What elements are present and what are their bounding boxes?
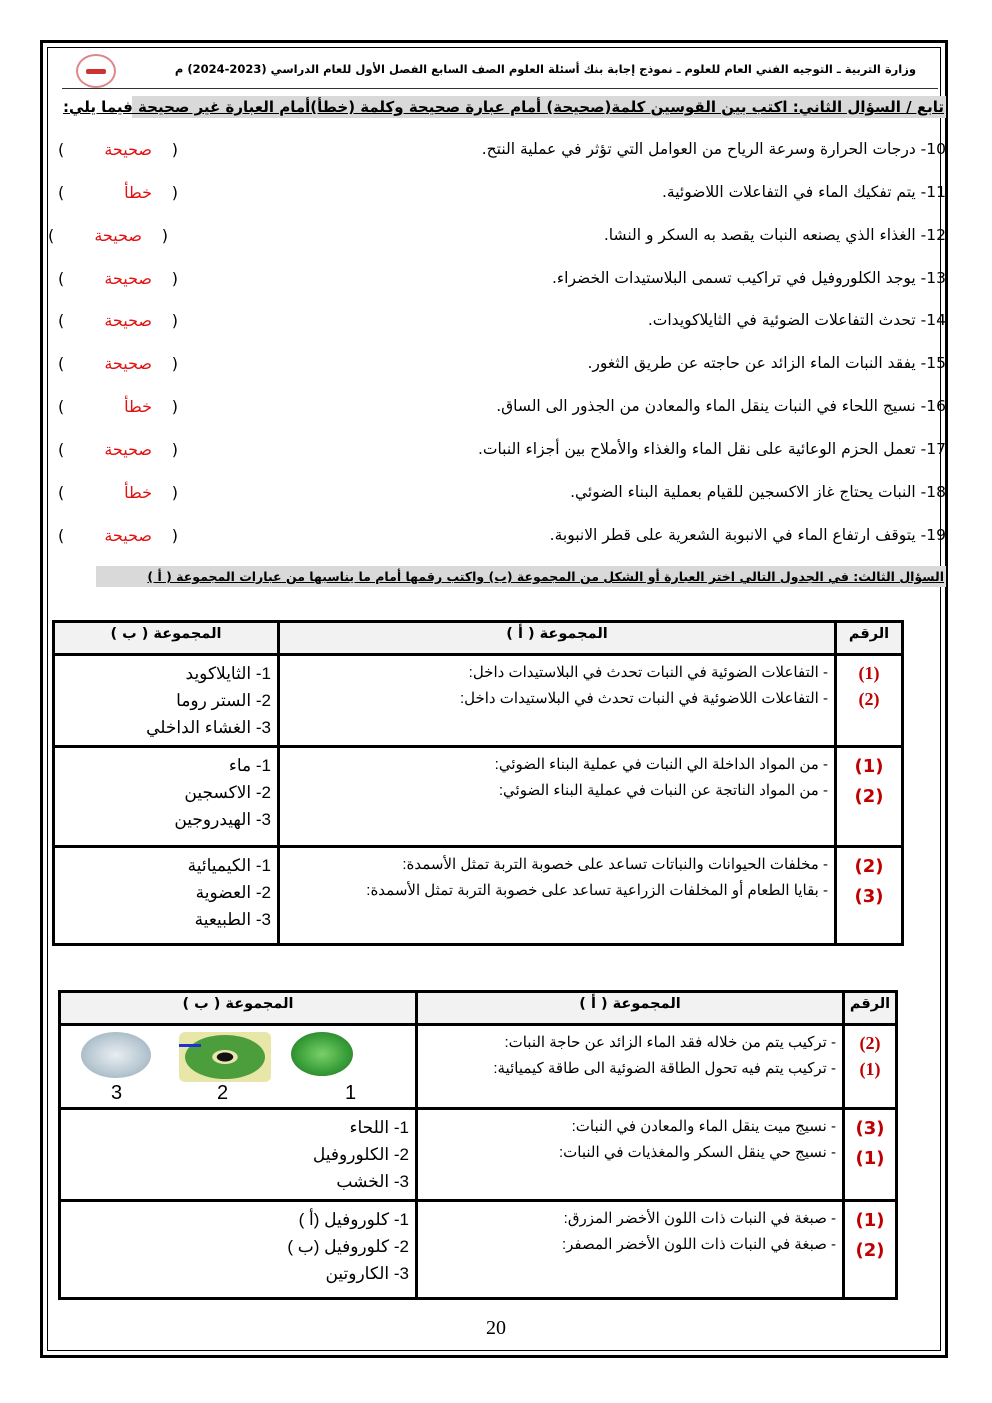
question3-title: السؤال الثالث: في الجدول التالي اختر العبارة أو الشكل من المجموعة (ب) واكتب رقمها أمام ما يناسبها من عبارات المجموعة ( أ ) [96,566,946,587]
group-b-cell [60,1109,417,1201]
image-label-1: 1 [345,1082,357,1104]
open-bracket: ( [171,397,178,416]
group-b-option: 1- الثايلاكويد [185,664,271,683]
group-a-cell [417,1025,844,1109]
group-a-item: - نسيج حي ينقل السكر والمغذيات في النبات: [559,1144,836,1161]
group-b-option: 2- الستر روما [176,691,271,710]
answer-numbers [844,1201,897,1299]
table-header-row [54,622,903,655]
answer-numbers [836,747,903,847]
header-group-b: المجموعة ( ب ) [60,992,417,1025]
group-a-cell [279,747,836,847]
group-b-cell [60,1201,417,1299]
open-bracket: ( [171,354,178,373]
image-label-3: 3 [111,1082,123,1104]
statement-row [46,440,946,466]
group-b-option: 2- كلوروفيل (ب ) [287,1237,409,1256]
statement-text: 19- يتوقف ارتفاع الماء في الانبوبة الشعرية على قطر الانبوبة. [549,526,946,544]
header-num: الرقم [836,622,903,655]
group-a-item: - من المواد الناتجة عن النبات في عملية البناء الضوئي: [498,782,828,799]
answer-numbers [844,1109,897,1201]
open-bracket: ( [171,526,178,545]
question2-title: تابع / السؤال الثاني: اكتب بين القوسين كلمة(صحيحة) أمام عبارة صحيحة وكلمة (خطأ)أمام العبارة غير صحيحة فيما يلي: [63,98,944,116]
group-a-item: - مخلفات الحيوانات والنباتات تساعد على خصوبة التربة تمثل الأسمدة: [402,856,828,873]
statement-row [46,483,946,509]
answer-word: صحيحة [104,140,152,159]
statement-text: 11- يتم تفكيك الماء في التفاعلات اللاضوئية. [661,183,946,201]
group-b-option: 3- الغشاء الداخلي [146,718,271,737]
group-b-cell [54,747,279,847]
group-b-option: 1- اللحاء [349,1118,409,1137]
group-b-option: 1- ماء [228,756,271,775]
close-bracket: ) [58,440,65,459]
header-group-b: المجموعة ( ب ) [54,622,279,655]
answer-numbers [844,1025,897,1109]
group-a-item: - صبغة في النبات ذات اللون الأخضر المزرق: [563,1210,836,1227]
close-bracket: ) [58,269,65,288]
statement-text: 18- النبات يحتاج غاز الاكسجين للقيام بعملية البناء الضوئي. [570,483,946,501]
statement-text: 14- تحدث التفاعلات الضوئية في الثايلاكويدات. [647,311,946,329]
group-a-item: - من المواد الداخلة الي النبات في عملية البناء الضوئي: [494,756,828,773]
answer-number: (2) [855,1240,885,1261]
cross-section-image [81,1032,151,1078]
group-b-option: 3- الهيدروجين [174,810,271,829]
chloroplast-image [291,1032,353,1076]
group-b-option: 2- العضوية [195,883,271,902]
close-bracket: ) [58,483,65,502]
close-bracket: ) [58,526,65,545]
answer-numbers [836,847,903,945]
group-b-images-cell [60,1025,417,1109]
answer-word: صحيحة [94,226,142,245]
table-row [54,747,903,847]
group-b-option: 1- كلوروفيل (أ ) [298,1210,409,1229]
group-a-cell [279,655,836,747]
answer-word: صحيحة [104,526,152,545]
group-b-option: 3- الطبيعية [194,910,271,929]
answer-number: (2) [854,786,884,807]
table-row [54,847,903,945]
close-bracket: ) [58,183,65,202]
group-b-cell [54,655,279,747]
answer-number: (1) [854,756,884,777]
answer-number: (1) [855,1210,885,1231]
group-b-option: 2- الكلوروفيل [312,1145,409,1164]
answer-numbers [836,655,903,747]
group-a-cell [279,847,836,945]
group-a-cell [417,1109,844,1201]
open-bracket: ( [171,311,178,330]
answer-word: صحيحة [104,311,152,330]
statement-row [46,183,946,209]
close-bracket: ) [58,140,65,159]
header-group-a: المجموعة ( أ ) [279,622,836,655]
group-b-option: 1- الكيميائية [187,856,271,875]
table-header-row [60,992,897,1025]
group-b-option: 3- الكاروتين [325,1264,409,1283]
answer-number: (2) [859,1033,881,1053]
group-b-option: 2- الاكسجين [184,783,271,802]
answer-number: (2) [858,689,880,709]
group-a-item: - التفاعلات الضوئية في النبات تحدث في البلاستيدات داخل: [468,664,828,681]
statement-text: 15- يفقد النبات الماء الزائد عن حاجته عن طريق الثغور. [587,354,946,372]
answer-word: صحيحة [104,354,152,373]
group-a-item: - تركيب يتم فيه تحول الطاقة الضوئية الى طاقة كيميائية: [493,1060,836,1077]
open-bracket: ( [161,226,168,245]
close-bracket: ) [48,226,55,245]
matching-table-2 [58,990,898,1300]
statement-row [46,311,946,337]
open-bracket: ( [171,140,178,159]
statement-row [46,354,946,380]
group-a-item: - تركيب يتم من خلاله فقد الماء الزائد عن حاجة النبات: [504,1034,836,1051]
stoma-image [179,1032,271,1082]
answer-word: خطأ [124,483,152,502]
answer-number: (3) [854,886,884,907]
open-bracket: ( [171,269,178,288]
group-a-item: - التفاعلات اللاضوئية في النبات تحدث في البلاستيدات داخل: [459,690,828,707]
page-number: 20 [486,1317,506,1339]
answer-number: (3) [855,1118,885,1139]
answer-word: صحيحة [104,269,152,288]
group-b-cell [54,847,279,945]
table-row [60,1201,897,1299]
answer-number: (1) [859,1059,881,1079]
statement-row [46,526,946,552]
statement-text: 17- تعمل الحزم الوعائية على نقل الماء والغذاء والأملاح بين أجزاء النبات. [477,440,946,458]
open-bracket: ( [171,483,178,502]
group-a-item: - نسيج ميت ينقل الماء والمعادن في النبات: [571,1118,836,1135]
statement-row [46,397,946,423]
ministry-stamp-icon [76,54,116,88]
answer-word: صحيحة [104,440,152,459]
table-row-images [60,1025,897,1109]
close-bracket: ) [58,311,65,330]
statement-row [46,226,946,252]
answer-number: (1) [858,663,880,683]
statement-row [46,140,946,166]
statement-row [46,269,946,295]
close-bracket: ) [58,354,65,373]
answer-word: خطأ [124,397,152,416]
table-row [54,655,903,747]
answer-number: (2) [854,856,884,877]
answer-word: خطأ [124,183,152,202]
statement-text: 13- يوجد الكلوروفيل في تراكيب تسمى البلاستيدات الخضراء. [551,269,946,287]
group-a-item: - بقايا الطعام أو المخلفات الزراعية تساعد على خصوبة التربة تمثل الأسمدة: [366,882,828,899]
close-bracket: ) [58,397,65,416]
statement-text: 16- نسيج اللحاء في النبات ينقل الماء والمعادن من الجذور الى الساق. [496,397,946,415]
open-bracket: ( [171,183,178,202]
statement-text: 10- درجات الحرارة وسرعة الرياح من العوامل التي تؤثر في عملية النتح. [481,140,946,158]
header-title: وزارة التربية ـ التوجيه الفني العام للعلوم ـ نموذج إجابة بنك أسئلة العلوم الصف السابع الفصل الأول للعام الدراسي (2023-2024) م [174,62,916,76]
group-a-item: - صبغة في النبات ذات اللون الأخضر المصفر: [561,1236,836,1253]
image-label-2: 2 [217,1082,229,1104]
header-num: الرقم [844,992,897,1025]
group-b-option: 3- الخشب [336,1172,409,1191]
page-header [62,52,938,89]
statement-text: 12- الغذاء الذي يصنعه النبات يقصد به السكر و النشا. [603,226,946,244]
group-a-cell [417,1201,844,1299]
open-bracket: ( [171,440,178,459]
matching-table-1 [52,620,904,946]
answer-number: (1) [855,1148,885,1169]
header-group-a: المجموعة ( أ ) [417,992,844,1025]
table-row [60,1109,897,1201]
